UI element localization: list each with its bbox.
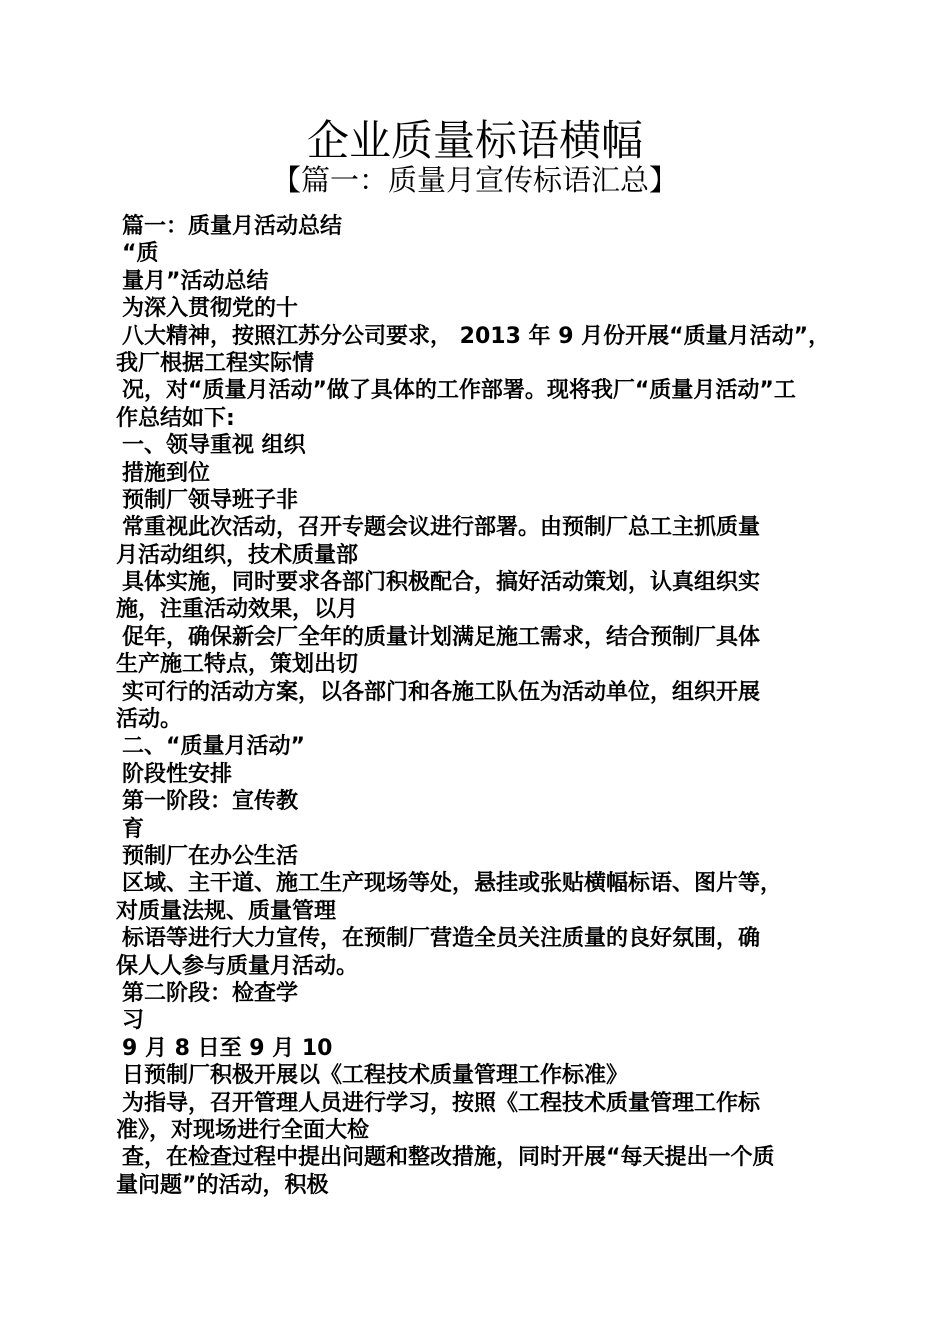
body-line: 9 月 8 日至 9 月 10 bbox=[122, 1035, 333, 1061]
body-line: 阶段性安排 bbox=[122, 761, 233, 787]
body-line: 量月”活动总结 bbox=[122, 268, 269, 294]
body-line: 二、“质量月活动” bbox=[122, 734, 305, 760]
body-line: 预制厂领导班子非 bbox=[122, 487, 299, 513]
body-line: 为指导，召开管理人员进行学习，按照《工程技术质量管理工作标 bbox=[122, 1090, 761, 1116]
body-line: 篇一：质量月活动总结 bbox=[122, 214, 343, 239]
body-line: 保人人参与质量月活动。 bbox=[116, 953, 359, 979]
body-line: 育 bbox=[122, 816, 145, 842]
body-line: 一、领导重视 组织 bbox=[122, 433, 306, 459]
body-line: 对质量法规、质量管理 bbox=[116, 898, 337, 924]
body-line: 作总结如下: bbox=[116, 405, 235, 431]
body-line: 况，对“质量月活动”做了具体的工作部署。现将我厂“质量月活动”工 bbox=[122, 378, 796, 404]
body-line: 第二阶段：检查学 bbox=[122, 980, 299, 1006]
body-line: 活动。 bbox=[116, 707, 183, 733]
body-line: 预制厂在办公生活 bbox=[122, 843, 299, 869]
body-line: 八大精神，按照江苏分公司要求， 2013 年 9 月份开展“质量月活动”， bbox=[122, 323, 831, 349]
body-line: 我厂根据工程实际情 bbox=[116, 350, 315, 376]
body-line: 实可行的活动方案，以各部门和各施工队伍为活动单位，组织开展 bbox=[122, 679, 761, 705]
document-subtitle: 【篇一：质量月宣传标语汇总】 bbox=[271, 163, 678, 197]
body-line: 区域、主干道、施工生产现场等处，悬挂或张贴横幅标语、图片等， bbox=[122, 871, 783, 897]
body-line: 常重视此次活动，召开专题会议进行部署。由预制厂总工主抓质量 bbox=[122, 515, 761, 541]
document-body bbox=[116, 213, 842, 1199]
body-line: 日预制厂积极开展以《工程技术质量管理工作标准》 bbox=[122, 1063, 629, 1089]
body-line: 标语等进行大力宣传，在预制厂营造全员关注质量的良好氛围，确 bbox=[122, 926, 761, 952]
body-line: 准》，对现场进行全面大检 bbox=[116, 1117, 370, 1143]
body-line: 施，注重活动效果，以月 bbox=[116, 597, 359, 623]
body-line: 生产施工特点，策划出切 bbox=[116, 652, 359, 678]
body-line: 习 bbox=[122, 1008, 145, 1034]
body-line: 措施到位 bbox=[122, 460, 211, 486]
body-line: 为深入贯彻党的十 bbox=[122, 296, 299, 322]
body-line: 具体实施，同时要求各部门积极配合，搞好活动策划，认真组织实 bbox=[122, 570, 761, 596]
body-line: 第一阶段：宣传教 bbox=[122, 789, 299, 815]
body-line: 月活动组织，技术质量部 bbox=[116, 542, 359, 568]
body-line: 量问题”的活动，积极 bbox=[116, 1172, 329, 1198]
document-title: 企业质量标语横幅 bbox=[306, 116, 643, 165]
body-line: “质 bbox=[122, 241, 159, 267]
body-line: 查，在检查过程中提出问题和整改措施，同时开展“每天提出一个质 bbox=[122, 1145, 775, 1171]
body-line: 促年，确保新会厂全年的质量计划满足施工需求，结合预制厂具体 bbox=[122, 624, 761, 650]
